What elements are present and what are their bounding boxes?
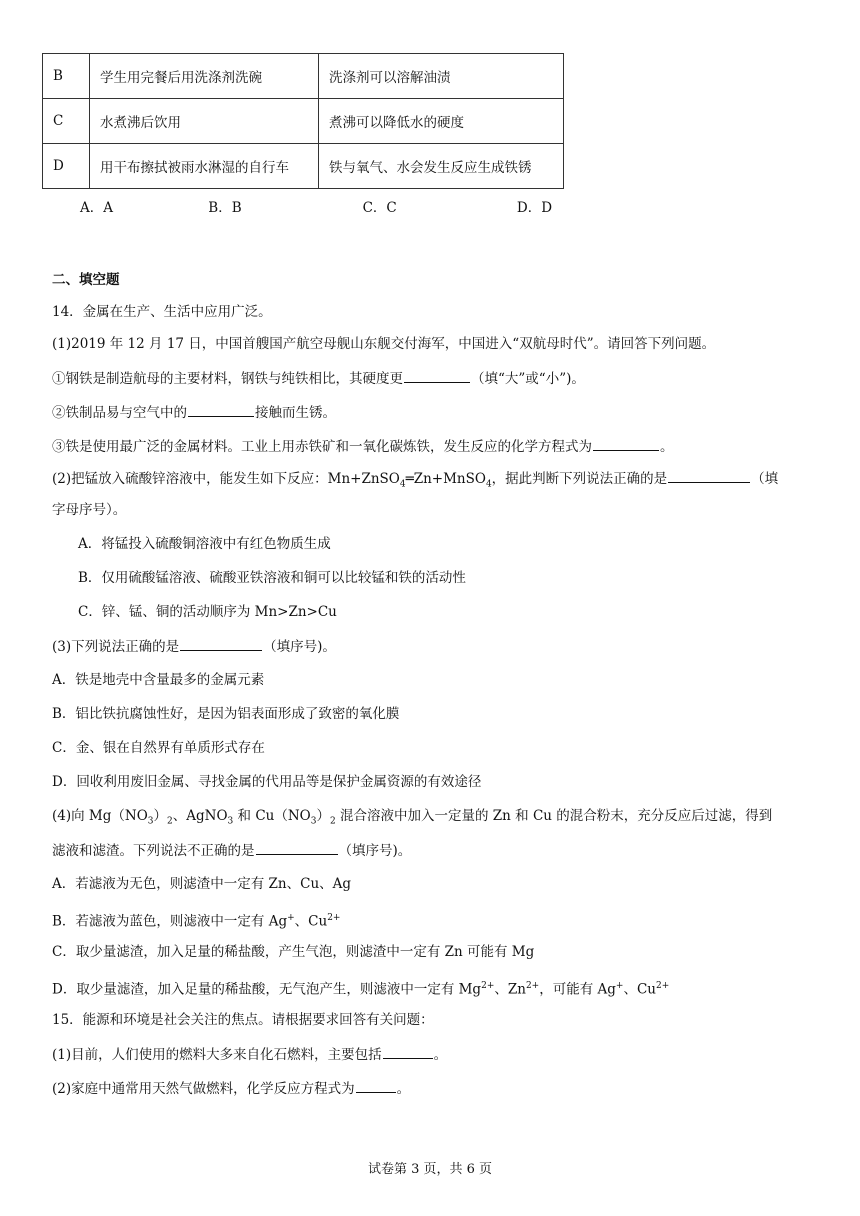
subscript: 3: [227, 816, 234, 827]
text: （填“大”或“小”)。: [471, 371, 585, 387]
q14-part3-option-c: C．金、银在自然界有单质形式存在: [52, 740, 265, 756]
q14-part2-option-c: C．锌、锰、铜的活动顺序为 Mn>Zn>Cu: [78, 604, 337, 620]
option-c: C．C: [362, 200, 397, 216]
text: ③铁是使用最广泛的金属材料。工业上用赤铁矿和一氧化碳炼铁，发生反应的化学方程式为: [52, 439, 592, 455]
q14-stem: 14．金属在生产、生活中应用广泛。: [52, 304, 272, 320]
row-label: C: [43, 99, 90, 144]
text: 和 Cu（NO: [233, 808, 311, 824]
text: (4)向 Mg（NO: [52, 808, 148, 824]
text: 。: [433, 1047, 448, 1063]
answer-blank[interactable]: [383, 1044, 433, 1059]
row-action: 学生用完餐后用洗涤剂洗碗: [90, 54, 319, 99]
q14-part3-option-b: B．铝比铁抗腐蚀性好，是因为铝表面形成了致密的氧化膜: [52, 706, 400, 722]
superscript: 2+: [481, 981, 495, 991]
answer-blank[interactable]: [356, 1078, 396, 1093]
q14-part1-b: [52, 402, 336, 423]
superscript: 2+: [327, 913, 341, 923]
answer-blank[interactable]: [404, 368, 470, 383]
text: (2)把锰放入硫酸锌溶液中，能发生如下反应：Mn+ZnSO: [52, 471, 400, 487]
text: B．若滤液为蓝色，则滤液中一定有 Ag: [52, 913, 288, 930]
text: 。: [396, 1081, 411, 1097]
row-action: 用干布擦拭被雨水淋湿的自行车: [90, 144, 319, 189]
q14-part1-c: [52, 436, 674, 457]
question-13-options: [80, 198, 552, 218]
row-action: 水煮沸后饮用: [90, 99, 319, 144]
answer-blank[interactable]: [256, 840, 338, 855]
answer-blank[interactable]: [180, 636, 262, 651]
text: （填序号)。: [338, 843, 412, 859]
superscript: 2+: [656, 981, 670, 991]
table-row: [43, 54, 564, 99]
subscript: 2: [167, 816, 173, 827]
q14-part3-option-d: D．回收利用废旧金属、寻找金属的代用品等是保护金属资源的有效途径: [52, 774, 482, 790]
q14-part1-intro: (1)2019 年 12 月 17 日，中国首艘国产航空母舰山东舰交付海军，中国进入“双航母时代”。请回答下列问题。: [52, 336, 716, 352]
text: (1)目前，人们使用的燃料大多来自化石燃料，主要包括: [52, 1047, 382, 1063]
row-reason: 煮沸可以降低水的硬度: [319, 99, 564, 144]
text: ①钢铁是制造航母的主要材料，钢铁与纯铁相比，其硬度更: [52, 371, 403, 387]
answer-blank[interactable]: [593, 436, 659, 451]
text: (2)家庭中通常用天然气做燃料，化学反应方程式为: [52, 1081, 355, 1097]
answer-blank[interactable]: [188, 402, 254, 417]
text: ）: [153, 808, 167, 824]
q15-part1: [52, 1044, 447, 1065]
text: 混合溶液中加入一定量的 Zn 和 Cu 的混合粉末，充分反应后过滤，得到: [335, 808, 773, 824]
option-d: D．D: [516, 200, 553, 216]
q14-part4-line2: [52, 840, 411, 861]
text: ，可能有 Ag: [539, 981, 616, 998]
text: 、Cu: [294, 913, 328, 930]
text: ═Zn+MnSO: [405, 471, 486, 487]
q14-part4: [52, 806, 772, 832]
text: （填序号)。: [263, 639, 336, 655]
text: 接触而生锈。: [255, 405, 336, 421]
subscript: 3: [147, 816, 154, 827]
q15-stem: 15．能源和环境是社会关注的焦点。请根据要求回答有关问题：: [52, 1012, 434, 1028]
text: D．取少量滤渣，加入足量的稀盐酸，无气泡产生，则滤液中一定有 Mg: [52, 981, 482, 998]
row-label: B: [43, 54, 90, 99]
text: （填: [751, 471, 779, 487]
text: 、Cu: [623, 981, 656, 998]
subscript: 2: [329, 816, 336, 827]
row-reason: 洗涤剂可以溶解油渍: [319, 54, 564, 99]
superscript: +: [287, 913, 295, 923]
superscript: 2+: [525, 981, 540, 991]
q14-part2: [52, 468, 778, 495]
answer-blank[interactable]: [668, 468, 750, 483]
question-13-table: [42, 53, 564, 189]
q14-part3: [52, 636, 336, 657]
row-reason: 铁与氧气、水会发生反应生成铁锈: [319, 144, 564, 189]
table-row: [43, 144, 564, 189]
text: 、Zn: [494, 981, 526, 998]
page-footer: 试卷第 3 页，共 6 页: [367, 1162, 493, 1177]
q14-part1-a: [52, 368, 585, 389]
text: ，据此判断下列说法正确的是: [491, 471, 668, 487]
q14-part2-line2: 字母序号）。: [52, 502, 127, 518]
q14-part4-option-d: [52, 976, 669, 1000]
text: ）: [316, 808, 330, 824]
text: ②铁制品易与空气中的: [52, 405, 187, 421]
text: 、AgNO: [172, 808, 228, 824]
text: 滤液和滤渣。下列说法不正确的是: [52, 843, 255, 859]
superscript: +: [615, 981, 624, 991]
q14-part3-option-a: A．铁是地壳中含量最多的金属元素: [52, 672, 265, 688]
subscript: 4: [399, 479, 406, 490]
section-title: 二、填空题: [52, 272, 120, 288]
q15-part2: [52, 1078, 410, 1099]
q14-part2-option-b: B．仅用硫酸锰溶液、硫酸亚铁溶液和铜可以比较锰和铁的活动性: [78, 570, 466, 586]
text: (3)下列说法正确的是: [52, 639, 180, 655]
text: 。: [660, 439, 674, 455]
row-label: D: [43, 144, 90, 189]
q14-part4-option-b: [52, 908, 340, 932]
table-row: [43, 99, 564, 144]
q14-part4-option-a: A．若滤液为无色，则滤渣中一定有 Zn、Cu、Ag: [52, 876, 352, 892]
option-b: B．B: [208, 200, 242, 216]
option-a: A．A: [80, 200, 113, 216]
subscript: 4: [485, 479, 492, 490]
table-body: [43, 54, 564, 189]
q14-part2-option-a: A．将锰投入硫酸铜溶液中有红色物质生成: [78, 536, 331, 552]
subscript: 3: [310, 816, 317, 827]
q14-part4-option-c: C．取少量滤渣，加入足量的稀盐酸，产生气泡，则滤渣中一定有 Zn 可能有 Mg: [52, 944, 535, 960]
